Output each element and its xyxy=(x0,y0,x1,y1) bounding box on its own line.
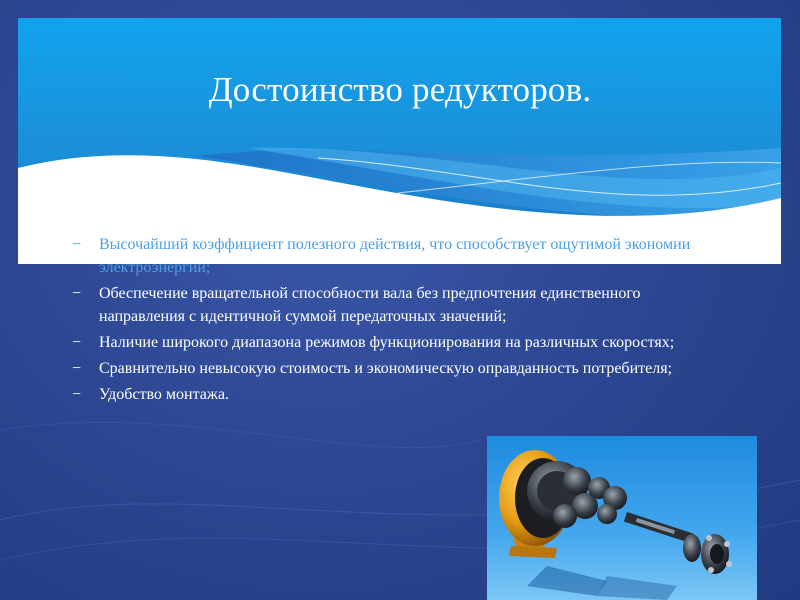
bullet-item xyxy=(72,357,712,380)
bullet-text: Обеспечение вращательной способности вала без предпочтения единственного направления с идентичной суммой передаточных значений; xyxy=(99,285,641,325)
bullet-text: Высочайший коэффициент полезного действия, что способствует ощутимой экономии электроэнергии; xyxy=(99,236,691,276)
wave-graphic xyxy=(18,18,781,264)
bullet-marker: − xyxy=(72,334,82,351)
bullet-marker: − xyxy=(72,360,82,377)
bullet-text: Наличие широкого диапазона режимов функционирования на различных скоростях; xyxy=(99,334,675,351)
bullet-item xyxy=(72,383,712,406)
bullet-text: Сравнительно невысокую стоимость и экономическую оправданность потребителя; xyxy=(99,360,673,377)
bullet-marker: − xyxy=(72,285,82,302)
bullet-list xyxy=(72,233,712,409)
bullet-item xyxy=(72,233,712,279)
bullet-item xyxy=(72,282,712,328)
bullet-marker: − xyxy=(72,386,82,403)
gearbox-illustration xyxy=(487,436,757,600)
slide-title: Достоинство редукторов. xyxy=(208,70,592,109)
gearbox-image xyxy=(487,436,757,600)
bullet-marker: − xyxy=(72,236,82,253)
bullet-text: Удобство монтажа. xyxy=(99,386,230,403)
bullet-item xyxy=(72,331,712,354)
header-banner xyxy=(18,18,781,264)
